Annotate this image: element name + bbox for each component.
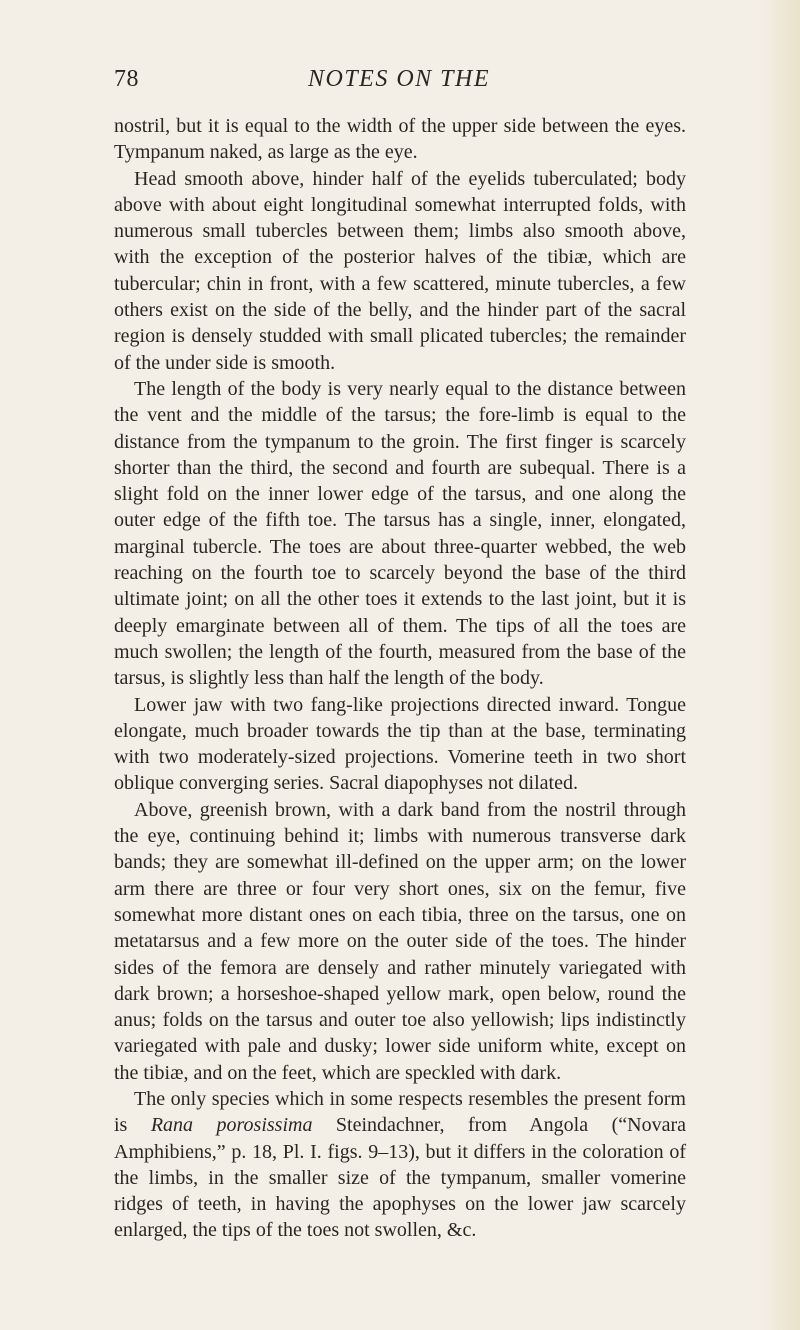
paragraph-text: Head smooth above, hinder half of the eyelids tuberculated; body above with about eight longitudinal somewhat interrupted folds, with numerous small tubercles between them; limbs also smooth above, with the exception of the posterior halves of the tibiæ, which are tubercular; chin in front, with a few scattered, minute tubercles, a few others exist on the side of the belly, and the hinder part of the sacral region is densely studded with small plicated tubercles; the remainder of the under side is smooth. [114,167,686,374]
species-name: Rana porosissima [150,1114,313,1137]
paragraph-text: Lower jaw with two fang-like projections directed inward. Tongue elongate, much broader towards the tip than at the base, terminating with two moderately-sized projections. Vomerine teeth in two short oblique converging series. Sacral diapophyses not dilated. [114,693,686,795]
page-header [114,66,684,102]
paragraph-text: The only species which in some respects resembles the present form is [114,1087,686,1137]
paragraph-text: Above, greenish brown, with a dark band from the nostril through the eye, continuing behind it; limbs with numerous transverse dark bands; they are somewhat ill-defined on the upper arm; on the lower arm there are three or four very short ones, six on the femur, five somewhat more distant ones on each tibia, three on the tarsus, one on metatarsus and a few more on the outer side of the toes. The hinder sides of the femora are densely and rather minutely variegated with dark brown; a horseshoe-shaped yellow mark, open below, round the anus; folds on the tarsus and outer toe also yellowish; lips indistinctly variegated with pale and dusky; lower side uniform white, except on the tibiæ, and on the feet, which are speckled with dark. [114,798,686,1084]
page-edge-shading [760,0,800,1330]
paragraph-coloration [114,797,686,1086]
page-number: 78 [114,66,139,92]
body-text [114,113,686,1244]
paragraph-comparison [114,1086,686,1244]
paragraph-continued [114,113,686,166]
paragraph-skin-description [114,166,686,376]
paragraph-jaw-tongue [114,692,686,797]
paragraph-text: nostril, but it is equal to the width of the upper side between the eyes. Tympanum naked, as large as the eye. [114,115,686,164]
running-head: NOTES ON THE [307,66,491,92]
paragraph-text: Steindachner, from Angola (“Novara Amphibiens,” p. 18, Pl. I. figs. 9–13), but it differs in the coloration of the limbs, in the smaller size of the tympanum, smaller vomerine ridges of teeth, in having the apophyses on the lower jaw scarcely enlarged, the tips of the toes not swollen, &c. [114,1114,686,1242]
paragraph-proportions [114,376,686,692]
paragraph-text: The length of the body is very nearly equal to the distance between the vent and the middle of the tarsus; the fore-limb is equal to the distance from the tympanum to the groin. The first finger is scarcely shorter than the third, the second and fourth are subequal. There is a slight fold on the inner lower edge of the tarsus, and one along the outer edge of the fifth toe. The tarsus has a single, inner, elongated, marginal tubercle. The toes are about three-quarter webbed, the web reaching on the fourth toe to scarcely beyond the base of the third ultimate joint; on all the other toes it extends to the last joint, but it is deeply emarginate between all of them. The tips of all the toes are much swollen; the length of the fourth, measured from the base of the tarsus, is slightly less than half the length of the body. [114,377,686,690]
